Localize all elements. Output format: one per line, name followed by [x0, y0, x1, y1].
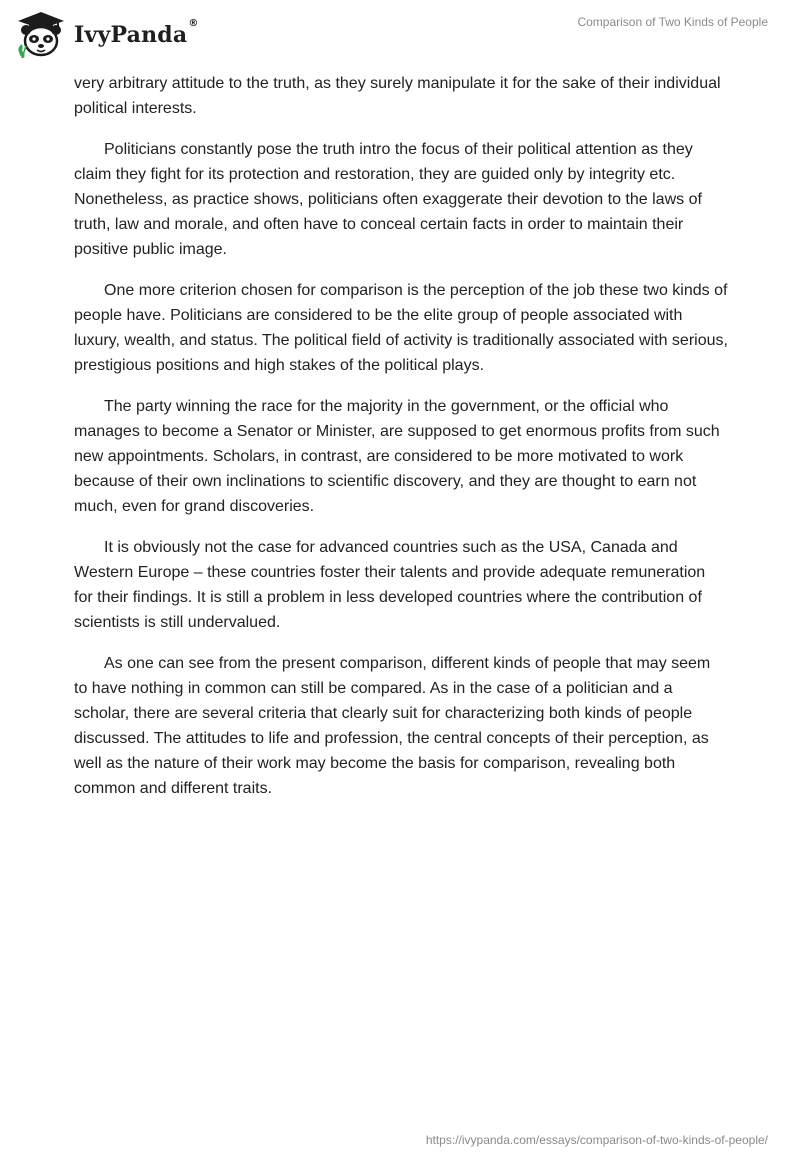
- document-title: Comparison of Two Kinds of People: [577, 15, 768, 29]
- essay-body: [74, 71, 728, 817]
- paragraph: As one can see from the present comparison, different kinds of people that may seem to have nothing in common can still be compared. As in the case of a politician and a scholar, there are several criteria that clearly suit for characterizing both kinds of people discussed. The attitudes to life and profession, the central concepts of their perception, as well as the nature of their work may become the basis for comparison, revealing both common and different traits.: [74, 655, 711, 797]
- paragraph: Politicians constantly pose the truth intro the focus of their political attention as they claim they fight for its protection and restoration, they are guided only by integrity etc. Nonetheless, as practice shows, politicians often exaggerate their devotion to the laws of truth, law and morale, and often have to conceal certain facts in order to maintain their positive public image.: [74, 141, 702, 258]
- paragraph: The party winning the race for the majority in the government, or the official who manages to become a Senator or Minister, are supposed to get enormous profits from such new appointments. Scholars, in contrast, are considered to be more motivated to work because of their own inclinations to scientific discovery, and they are thought to earn not much, even for grand discoveries.: [74, 398, 720, 515]
- brand-name: IvyPanda®: [74, 18, 199, 48]
- paragraph: very arbitrary attitude to the truth, as they surely manipulate it for the sake of their individual political interests.: [74, 75, 721, 117]
- registered-mark: ®: [188, 18, 199, 29]
- paragraph: One more criterion chosen for comparison is the perception of the job these two kinds of people have. Politicians are considered to be the elite group of people associated with luxury, wealth, and status. The political field of activity is traditionally associated with serious, prestigious positions and high stakes of the political plays.: [74, 282, 728, 374]
- ivypanda-logo[interactable]: [14, 8, 199, 60]
- page-header: [0, 0, 800, 70]
- paragraph: It is obviously not the case for advanced countries such as the USA, Canada and Western Europe – these countries foster their talents and provide adequate remuneration for their findings. It is still a problem in less developed countries where the contribution of scientists is still undervalued.: [74, 539, 706, 631]
- source-url[interactable]: https://ivypanda.com/essays/comparison-of-two-kinds-of-people/: [425, 1133, 768, 1147]
- panda-graduate-icon: [14, 8, 68, 60]
